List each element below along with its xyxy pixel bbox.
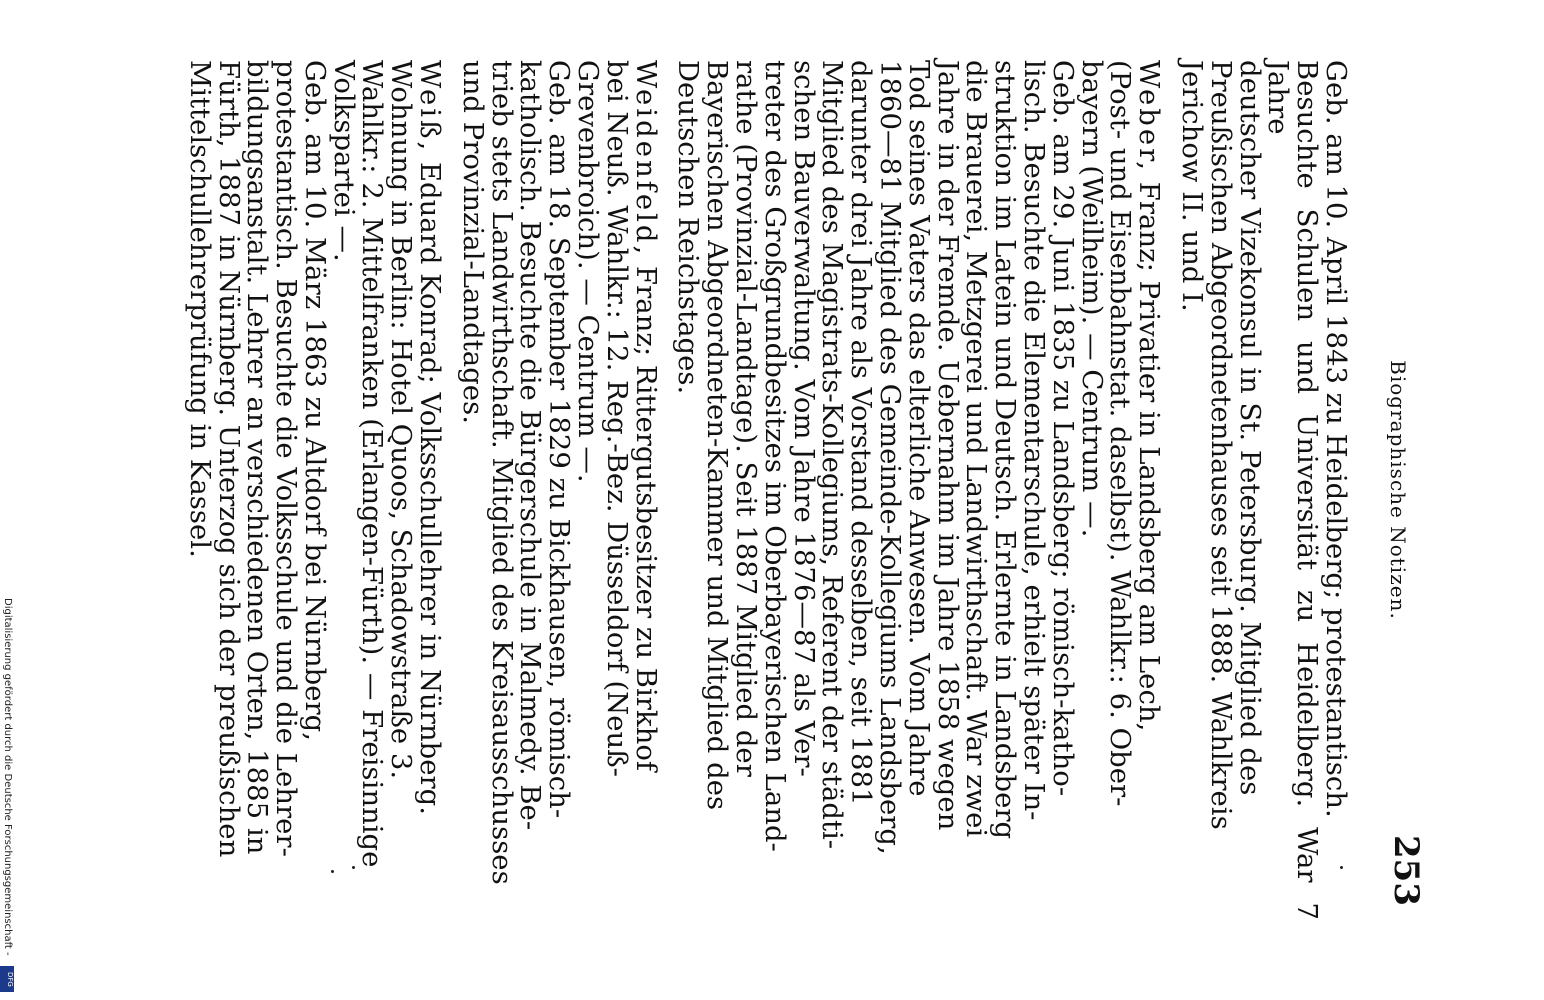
page-number: 253: [1386, 835, 1426, 906]
text-line: Tod seines Vaters das elterliche Anwesen. Vom Jahre: [902, 60, 935, 797]
imprint-text: Digitalisierung gefördert durch die Deutsche Forschungsgemeinschaft -: [2, 598, 13, 956]
text-line: die Brauerei, Metzgerei und Landwirthschaft. War zwei: [960, 60, 993, 838]
text-line: katholisch. Besuchte die Bürgerschule in Malmedy. Be-: [514, 60, 547, 831]
text-line: Jerichow II. und I.: [1176, 60, 1209, 312]
body-text: [171, 60, 1350, 920]
rotated-page: [120, 60, 1426, 920]
text-line: treter des Großgrundbesitzes im Oberbayerischen Land-: [758, 60, 791, 852]
text-line: bayern (Weilheim). — Centrum —.: [1075, 60, 1108, 538]
dfg-logo-icon: DFG: [0, 966, 14, 992]
speck: [331, 870, 334, 873]
text-line: Fürth, 1887 in Nürnberg. Unterzog sich der preußischen: [212, 60, 245, 858]
text-line: 1860—81 Mitglied des Gemeinde-Kollegiums Landsberg,: [874, 60, 907, 855]
text-line: Wahlkr.: 2. Mittelfranken (Erlangen-Fürth). — Freisinnige: [356, 60, 389, 868]
text-line: Preußischen Abgeordnetenhauses seit 1888. Wahlkreis: [1204, 60, 1237, 830]
entry-heading: [631, 60, 660, 920]
entry-weber: [674, 60, 1164, 920]
text-line: rathe (Provinzial-Landtage). Seit 1887 Mitglied der: [730, 60, 763, 777]
text-line: bildungsanstalt. Lehrer an verschiedenen Orten, 1885 in: [241, 60, 274, 855]
text-line: deutscher Vizekonsul in St. Petersburg. Mitglied des: [1233, 60, 1266, 796]
text-line: lisch. Besuchte die Elementarschule, erhielt später In-: [1018, 60, 1051, 821]
entry-weiss: [183, 60, 447, 920]
text-line: Franz; Rittergutsbesitzer zu Birkhof: [629, 266, 662, 772]
entry-name: Weiß,: [414, 60, 447, 154]
text-line: Besuchte Schulen und Universität zu Heidelberg. War 7 Jahre: [1262, 60, 1324, 920]
speck: [352, 866, 355, 869]
entry-heading: [414, 60, 447, 920]
text-line: Deutschen Reichstages.: [672, 60, 705, 395]
text-line: struktion im Latein und Deutsch. Erlernte in Landsberg: [989, 60, 1022, 840]
text-line: Franz; Privatier in Landsberg am Lech,: [1133, 181, 1166, 732]
entry-continued: [1177, 60, 1350, 920]
text-line: Volkspartei —.: [327, 60, 360, 262]
text-line: Jahre in der Fremde. Uebernahm im Jahre 1858 wegen: [931, 60, 964, 831]
text-line: Geb. am 10. April 1843 zu Heidelberg; protestantisch.: [1320, 60, 1352, 818]
running-head-title: Biographische Notizen.: [1386, 360, 1410, 620]
text-line: darunter drei Jahre als Vorstand desselben, seit 1881: [845, 60, 878, 806]
entry-weidenfeld: [458, 60, 660, 920]
entry-name: Weber,: [1133, 60, 1166, 174]
speck: [1340, 866, 1343, 869]
entry-heading: [1133, 60, 1166, 920]
text-line: Geb. am 29. Juni 1835 zu Landsberg; römisch-katho-: [1046, 60, 1079, 797]
text-line: Mittelschullehrerprüfung in Kassel.: [183, 60, 216, 558]
entry-name: Weidenfeld,: [629, 60, 662, 258]
text-line: (Post- und Eisenbahnstat. daselbst). Wahlkr.: 6. Ober-: [1104, 60, 1137, 807]
text-line: bei Neuß. Wahlkr.: 12. Reg.-Bez. Düsseldorf (Neuß-: [600, 60, 633, 777]
text-line: Grevenbroich). — Centrum —.: [572, 60, 605, 483]
text-line: schen Bauverwaltung. Vom Jahre 1876—87 als Ver-: [787, 60, 820, 777]
text-line: Geb. am 10. März 1863 zu Altdorf bei Nürnberg,: [298, 60, 331, 741]
text-line: Bayerischen Abgeordneten-Kammer und Mitglied des: [701, 60, 734, 811]
text-line: protestantisch. Besuchte die Volksschule und die Lehrer-: [270, 60, 303, 857]
digitization-imprint: [0, 598, 14, 994]
text-line: und Provinzial-Landtages.: [456, 60, 489, 424]
text-line: Wohnung in Berlin: Hotel Quoos, Schadowstraße 3.: [385, 60, 418, 780]
text-line: trieb stets Landwirthschaft. Mitglied des Kreisausschusses: [485, 60, 518, 885]
running-head: [1380, 60, 1426, 920]
text-line: Mitglied des Magistrats-Kollegiums, Referent der städti-: [816, 60, 849, 850]
text-line: Eduard Konrad; Volksschullehrer in Nürnberg.: [414, 161, 447, 815]
text-line: Geb. am 18. September 1829 zu Bickhausen, römisch-: [543, 60, 576, 819]
